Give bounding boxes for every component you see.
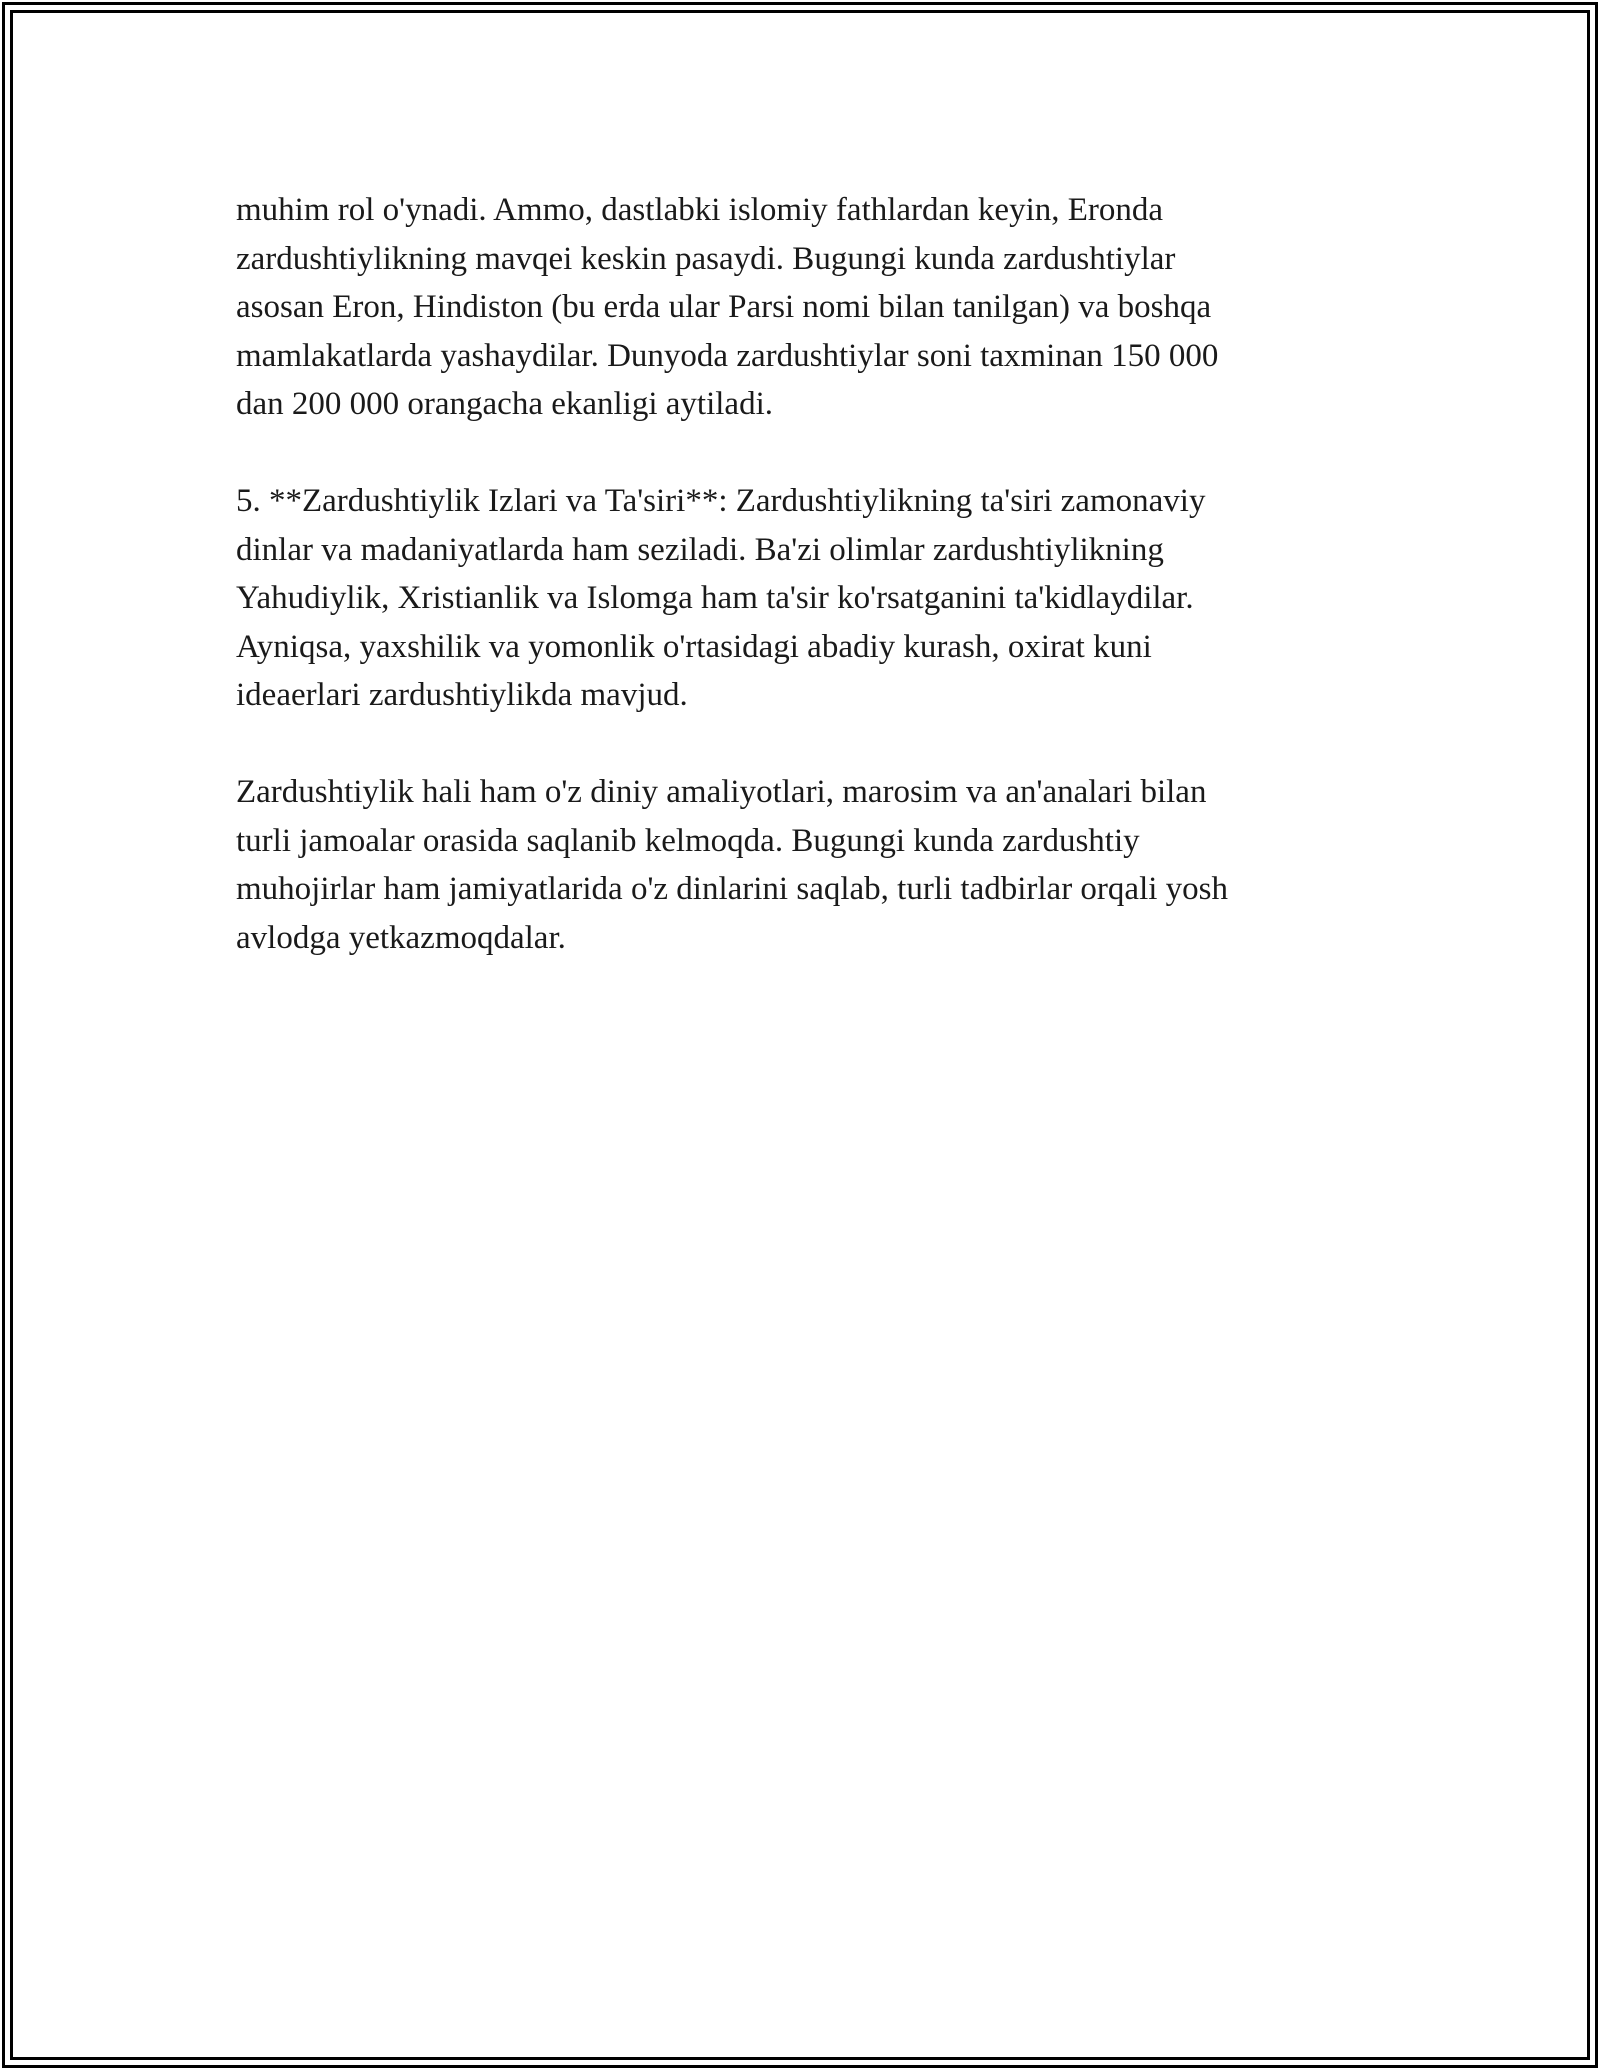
paragraph-history: muhim rol o'ynadi. Ammo, dastlabki islomiy fathlardan keyin, Eronda zardushtiylikning mavqei keskin pasaydi. Bugungi kunda zardushtiylar asosan Eron, Hindiston (bu erda ular Parsi nomi bilan tanilgan) va boshqa mamlakatlarda yashaydilar. Dunyoda zardushtiylar soni taxminan 150 000 dan 200 000 orangacha ekanligi aytiladi.	[236, 192, 1219, 422]
document-body	[236, 186, 1366, 1011]
paragraph-influence: 5. **Zardushtiylik Izlari va Ta'siri**: Zardushtiylikning ta'siri zamonaviy dinlar va madaniyatlarda ham seziladi. Ba'zi olimlar zardushtiylikning Yahudiylik, Xristianlik va Islomga ham ta'sir ko'rsatganini ta'kidlaydilar. Ayniqsa, yaxshilik va yomonlik o'rtasidagi abadiy kurash, oxirat kuni ideaerlari zardushtiylikda mavjud.	[236, 483, 1206, 713]
paragraph-present-day: Zardushtiylik hali ham o'z diniy amaliyotlari, marosim va an'analari bilan turli jamoalar orasida saqlanib kelmoqda. Bugungi kunda zardushtiy muhojirlar ham jamiyatlarida o'z dinlarini saqlab, turli tadbirlar orqali yosh avlodga yetkazmoqdalar.	[236, 774, 1228, 956]
